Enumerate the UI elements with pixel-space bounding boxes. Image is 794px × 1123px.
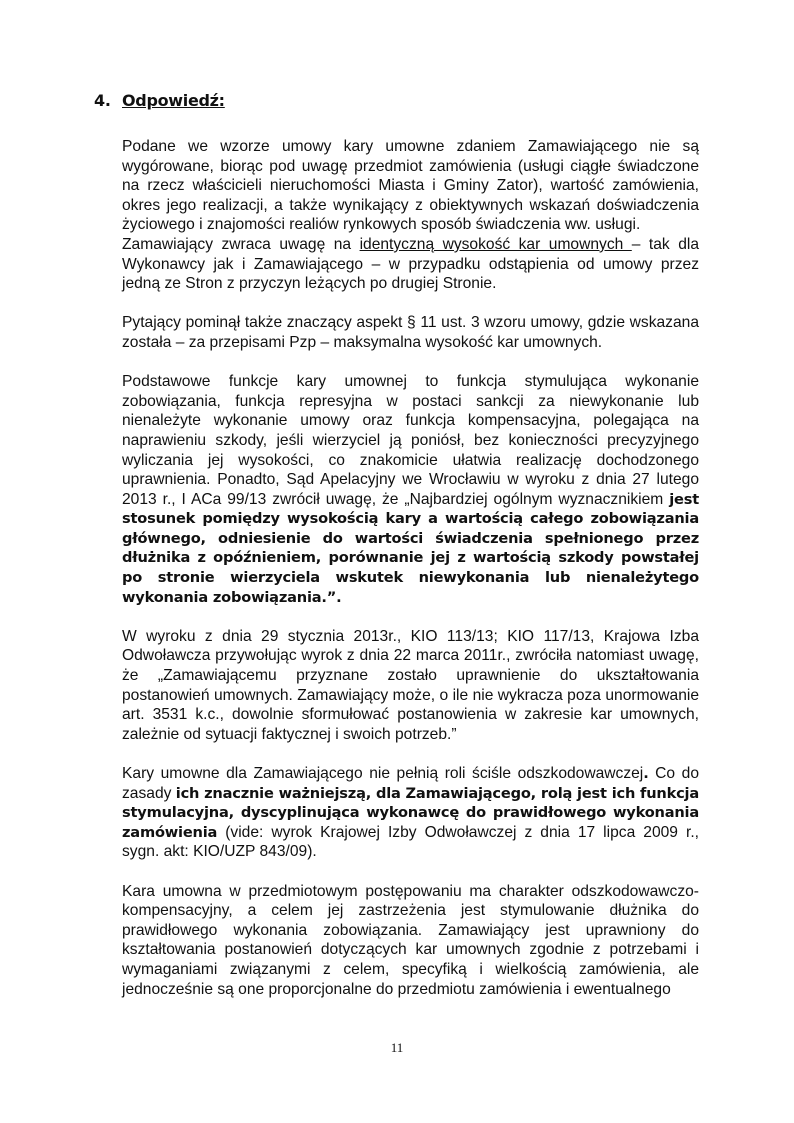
paragraph-2-end: – tak dla Wykonawcy jak i Zamawiającego – w przypadku odstąpienia od umowy przez jedną ze Stron z przyczyn leżących po drugiej Stronie. — [122, 235, 700, 293]
paragraph-7: Kara umowna w przedmiotowym postępowaniu ma charakter odszkodowawczo-kompensacyjny, a celem jej zastrzeżenia jest stymulowanie dłużnika do prawidłowego wykonania zobowiązania. Zamawiający jest uprawniony do kształtowania postanowień dotyczących kar umownych zgodnie z potrzebami i wymaganiami związanymi z celem, specyfiką i wielkością zamówienia, ale jednocześnie są one proporcjonalne do przedmiotu zamówienia i ewentualnego — [122, 882, 699, 998]
paragraph-2 — [122, 235, 699, 294]
paragraph-1: Podane we wzorze umowy kary umowne zdaniem Zamawiającego nie są wygórowane, biorąc pod uwagę przedmiot zamówienia (usługi ciągłe świadczone na rzecz właścicieli nieruchomości Miasta i Gminy Zator), wartość zamówienia, okres jego realizacji, a także wynikający z obiektywnych wskazań doświadczenia życiowego i znajomości realiów rynkowych sposób świadczenia ww. usługi. — [122, 138, 699, 234]
paragraph-6-text-3: (vide: wyrok Krajowej Izby Odwoławczej z dnia 17 lipca 2009 r., sygn. akt: KIO/UZP 843/09). — [122, 823, 699, 861]
paragraph-4-text: Podstawowe funkcje kary umownej to funkcja stymulująca wykonanie zobowiązania, funkcja represyjna w postaci sankcji za niewykonanie lub nienależyte wykonanie umowy oraz funkcja kompensacyjna, polegająca na naprawieniu szkody, jeśli wierzyciel ją poniósł, bez konieczności precyzyjnego wyliczania jej wysokości, co znakomicie ułatwia realizację dochodzonego uprawnienia. Ponadto, Sąd Apelacyjny we Wrocławiu w wyroku z dnia 27 lutego 2013 r., I ACa 99/13 zwrócił uwagę, że „Najbardziej ogólnym wyznacznikiem — [122, 373, 699, 508]
paragraph-4 — [122, 372, 699, 607]
page-number: 11 — [390, 1040, 404, 1055]
paragraph-4-bold-quote: jest stosunek pomiędzy wysokością kary a wartością całego zobowiązania głównego, odniesienie do wartości świadczenia spełnionego przez dłużnika z opóźnieniem, porównanie jej z wartością szkody powstałej po stronie wierzyciela wskutek niewykonania lub nienależytego wykonania zobowiązania.”. — [122, 490, 699, 606]
paragraph-6-text-1: Kary umowne dla Zamawiającego nie pełnią roli ściśle odszkodowawczej — [122, 765, 644, 782]
paragraph-6-bold: ich znacznie ważniejszą, dla Zamawiającego, rolą jest ich funkcja stymulacyjna, dyscyplinująca wykonawcę do prawidłowego wykonania zamówienia — [122, 784, 699, 841]
paragraph-2-start: Zamawiający zwraca uwagę na — [122, 235, 360, 253]
paragraph-6-text-2: Co do zasady — [122, 765, 699, 802]
paragraph-6 — [122, 764, 699, 862]
section-title: Odpowiedź: — [122, 91, 225, 110]
document-body — [122, 137, 699, 1019]
paragraph-6-dot: . — [643, 765, 649, 782]
paragraph-5: W wyroku z dnia 29 stycznia 2013r., KIO 113/13; KIO 117/13, Krajowa Izba Odwoławcza przywołując wyrok z dnia 22 marca 2011r., zwróciła natomiast uwagę, że „Zamawiającemu przyznane zostało uprawnienie do ukształtowania postanowień umownych. Zamawiający może, o ile nie wykracza poza unormowanie art. 3531 k.c., dowolnie sformułować postanowienia w zakresie kar umownych, zależnie od sytuacji faktycznej i swoich potrzeb.” — [122, 627, 699, 743]
section-number: 4. — [94, 91, 111, 110]
paragraph-3: Pytający pominął także znaczący aspekt § 11 ust. 3 wzoru umowy, gdzie wskazana została – za przepisami Pzp – maksymalna wysokość kar umownych. — [122, 314, 699, 351]
section-heading — [94, 91, 225, 110]
underlined-phrase: identyczną wysokość kar umownych — [359, 235, 632, 253]
